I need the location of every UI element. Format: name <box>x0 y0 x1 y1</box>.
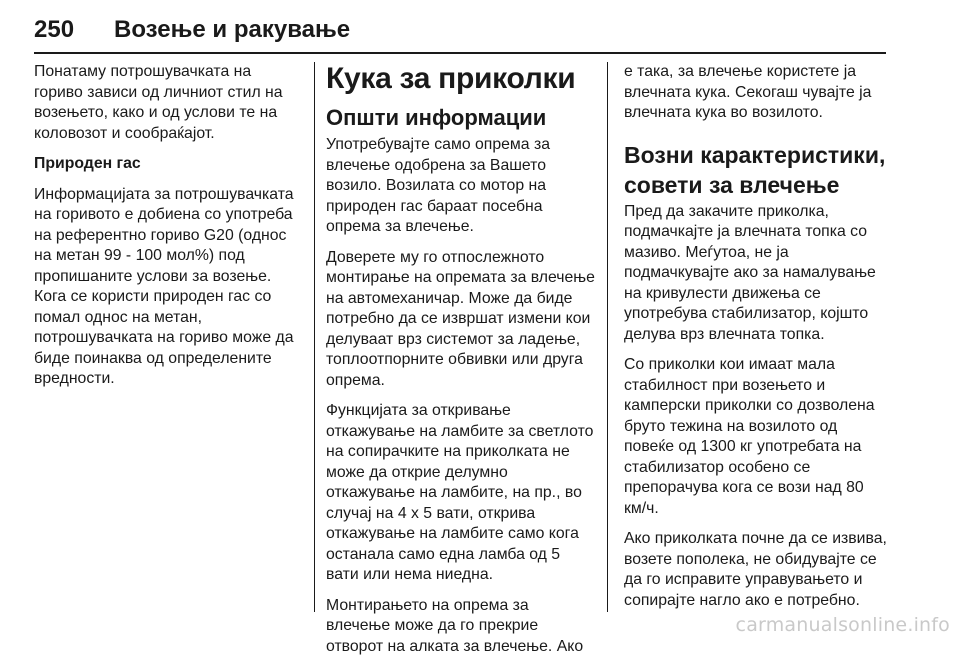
heading-towbar: Кука за приколки <box>326 62 576 95</box>
heading-general-info: Општи информации <box>326 105 547 130</box>
paragraph: Монтирањето на опрема за влечење може да го прекрие отворот на алката за влечење. Ако <box>326 596 584 655</box>
paragraph: Со приколки кои имаат мала стабилност при возењето и камперски приколки со дозволена бруто тежина на возилото од повеќе од 1300 кг употребата на стабилизатор особено се препорачува кога се вози над 80 км/ч. <box>624 356 875 517</box>
watermark: carmanualsonline.info <box>735 614 950 636</box>
column-left <box>34 62 296 400</box>
paragraph: Употребувајте само опрема за влечење одобрена за Вашето возило. Возилата со мотор на природен гас бараат посебна опрема за влечење. <box>326 136 550 235</box>
subheading-natural-gas: Природен гас <box>34 155 141 172</box>
paragraph: Понатаму потрошувачката на гориво зависи од личниот стил на возењето, како и од услови те на коловозот и сообраќајот. <box>34 63 283 142</box>
page-number: 250 <box>34 16 75 43</box>
column-divider <box>314 62 315 612</box>
paragraph: Пред да закачите приколка, подмачкајте ја влечната топка со мазиво. Меѓутоа, не ја подмачкувајте ако за намалување на кривулести движења се употребува стабилизатор, којшто делува врз влечната топка. <box>624 202 876 343</box>
section-title: Возење и ракување <box>114 16 351 43</box>
column-divider <box>607 62 608 612</box>
paragraph: е така, за влечење користете ја влечната кука. Секогаш чувајте ја влечната кука во возилото. <box>624 63 872 121</box>
column-right <box>624 62 888 621</box>
header-rule <box>34 52 886 54</box>
heading-driving-characteristics: Возни карактеристики, совети за влечење <box>624 141 886 198</box>
paragraph: Доверете му го отпослежното монтирање на опремата за влечење на автомеханичар. Може да биде потребно да се извршат измени кои делуваат врз системот за ладење, топлоотпорните обвивки или друга опрема. <box>326 248 595 389</box>
column-middle <box>326 62 596 667</box>
paragraph: Информацијата за потрошувачката на горивото е добиена со употреба на референтно гориво G20 (однос на метан 99 - 100 мол%) под пропишаните услови за возење. Кога се користи природен гас со помал однос на метан, потрошувачката на гориво може да биде поинаква од определените вредности. <box>34 185 294 387</box>
paragraph: Функцијата за откривање откажување на ламбите за светлото на сопирачките на приколката не може да открие делумно откажување на ламбите, на пр., во случај на 4 x 5 вати, открива откажување на ламбите само кога останала само една ламба од 5 вати или нема ниедна. <box>326 402 594 583</box>
page-header <box>34 14 886 54</box>
paragraph: Ако приколката почне да се извива, возете пополека, не обидувајте се да го исправите управувањето и сопирајте нагло ако е потребно. <box>624 530 887 609</box>
